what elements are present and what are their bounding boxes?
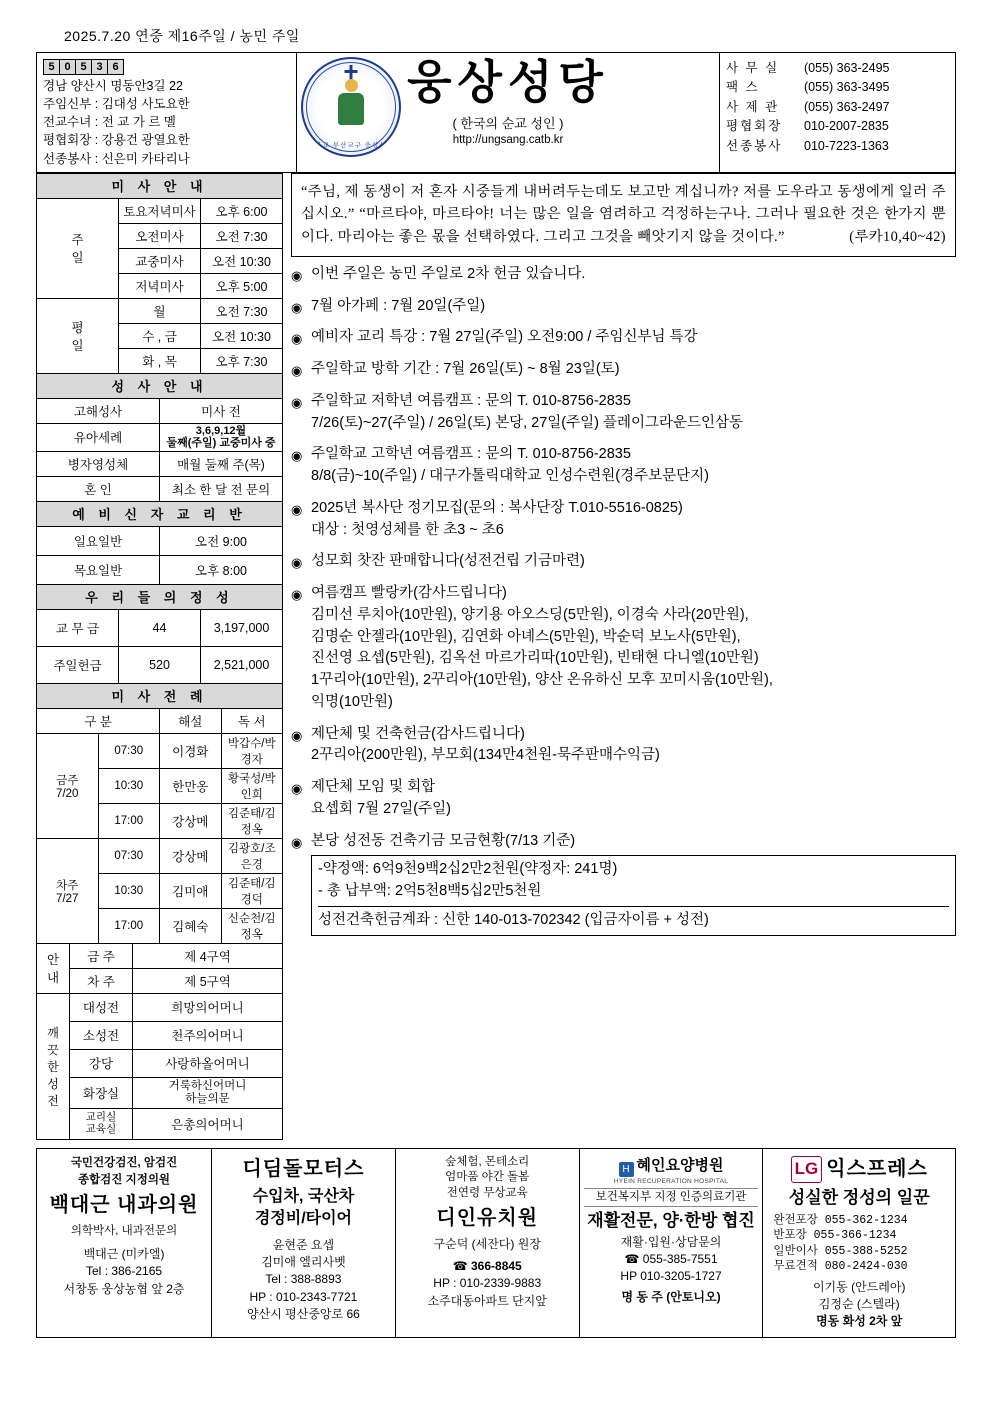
gospel-quote (291, 173, 956, 257)
contact-label-0: 사 무 실 (726, 61, 780, 75)
sacrament-name-1: 유아세례 (37, 423, 160, 451)
liturgy-reader1-0-2: 강상메 (160, 803, 222, 838)
header-right (720, 53, 956, 173)
cleaning-name-2: 강당 (70, 1049, 133, 1077)
notice-line: 김명순 안젤라(10만원), 김연화 아녜스(5만원), 박순덕 보노사(5만원), (311, 628, 741, 645)
guide-label: 안 내 (37, 943, 70, 993)
fund-line-1: - 총 납부액: 2억5천8백5십2만5천원 (318, 883, 542, 900)
list-item (291, 327, 956, 349)
mass-sunday-label: 주 일 (37, 198, 119, 298)
bullet-icon: ◉ (291, 267, 303, 283)
offering-name-0: 교 무 금 (37, 609, 119, 646)
contact-value-2: (055) 363-2497 (804, 99, 890, 114)
fund-account: 성전건축헌금계좌 : 신한 140-013-702342 (입금자이름 + 성전) (318, 906, 949, 932)
notice-line: 주일학교 방학 기간 : 7월 26일(토) ~ 8월 23일(토) (311, 361, 620, 378)
list-item (291, 498, 956, 542)
guide-name-0: 금 주 (70, 943, 133, 968)
offering-amount-1: 2,521,000 (201, 646, 283, 683)
liturgy-reader1-0-0: 이경화 (160, 733, 222, 768)
catechumen-value-1: 오후 8:00 (160, 555, 283, 584)
liturgy-reader2-1-2: 신순천/김정옥 (221, 908, 283, 943)
mass-weekday-time-1: 오전 10:30 (201, 323, 283, 348)
cleaning-label: 깨 끗 한 성 전 (37, 993, 70, 1139)
notice-line: 2꾸리아(200만원), 부모회(134만4천원-묵주판매수익금) (311, 747, 660, 764)
notice-line: 성모회 찻잔 판매합니다(성전건립 기금마련) (311, 553, 585, 570)
sponsor-0-sub: 의학박사, 내과전문의 (70, 1225, 178, 1238)
notice-line: 1꾸리아(10만원), 2꾸리아(10만원), 양산 온유하신 모후 꼬미시움(10만원), (311, 672, 773, 689)
zip-digit-2: 0 (59, 59, 76, 75)
list-item (291, 551, 956, 573)
bullet-icon: ◉ (291, 331, 303, 347)
notice-line: 여름캠프 빨랑카(감사드립니다) (311, 585, 507, 602)
sponsor-0-top: 국민건강검진, 암검진 종합검진 지정의원 (70, 1156, 178, 1186)
bullet-icon: ◉ (291, 299, 303, 315)
sponsor-2-name: 디인유치원 (436, 1207, 539, 1230)
sponsor-4-rate-1: 반포장 055-366-1234 (773, 1229, 897, 1243)
liturgy-time-1-2: 17:00 (98, 908, 160, 943)
contact-value-3: 010-2007-2835 (804, 119, 889, 134)
right-column (283, 173, 956, 1140)
header-center (297, 53, 720, 173)
church-emblem-icon (301, 57, 401, 157)
sponsor-1-hp: HP : 010-2343-7721 (249, 1289, 358, 1304)
sponsor-3-logo-en: HYEIN RECUPERATION HOSPITAL (613, 1177, 729, 1185)
sponsor-4-addr: 명동 화성 2차 앞 (816, 1314, 903, 1329)
hospital-logo (584, 1155, 759, 1177)
contact-label-4: 선종봉사 (726, 138, 783, 153)
bullet-icon: ◉ (291, 587, 303, 603)
sponsor-3-logo: 혜인요양병원 (636, 1156, 724, 1174)
bullet-icon: ◉ (291, 394, 303, 410)
mass-weekday-label: 평 일 (37, 298, 119, 373)
cleaning-value-3: 거룩하신어머니 하늘의문 (133, 1077, 283, 1108)
cleaning-name-1: 소성전 (70, 1021, 133, 1049)
liturgy-time-0-1: 10:30 (98, 768, 160, 803)
staff-row-0: 주임신부 : 김대성 사도요한 (43, 97, 190, 112)
liturgy-week-0: 금주 7/20 (37, 733, 99, 838)
guide-value-1: 제 5구역 (133, 968, 283, 993)
catechumen-value-0: 오전 9:00 (160, 526, 283, 555)
notice-line: 제단체 및 건축헌금(감사드립니다) (311, 725, 525, 742)
sponsor-1-name: 디딤돌모터스 (242, 1157, 365, 1180)
emblem-arc-text: 천주교 부산교구 웅상성당 (308, 142, 394, 149)
staff-label-1: 전교수녀 (43, 115, 92, 130)
staff-row-2: 평협회장 : 강용건 광열요한 (43, 133, 190, 148)
mass-sunday-name-0: 토요저녁미사 (119, 198, 201, 223)
notice-line: 진선영 요셉(5만원), 김옥선 마르가리따(10만원), 빈태현 다니엘(10만원) (311, 650, 759, 667)
sponsor-4-rate-3: 무료견적 080-2424-030 (773, 1260, 908, 1274)
bullet-icon: ◉ (291, 727, 303, 743)
staff-row-1: 전교수녀 : 전 교 가 르 멜 (43, 115, 177, 130)
sacrament-value-1: 3,6,9,12월 둘째(주일) 교중미사 중 (160, 423, 283, 451)
church-address: 경남 양산시 명동안3길 22 (43, 79, 183, 93)
offering-table (36, 584, 283, 684)
mass-sunday-name-3: 저녁미사 (119, 273, 201, 298)
list-item (291, 264, 956, 286)
sponsor-3-hp: HP 010-3205-1727 (620, 1269, 722, 1284)
catechumen-section-title: 예 비 신 자 교 리 반 (37, 501, 283, 526)
liturgy-reader1-0-1: 한만옹 (160, 768, 222, 803)
sponsor-4-person: 이기동 (안드레아) 김정순 (스텔라) (812, 1279, 906, 1311)
liturgy-week-1: 차주 7/27 (37, 838, 99, 943)
contact-row-2 (726, 98, 951, 117)
list-item-fund (291, 831, 956, 936)
cleaning-name-4: 교리실 교육실 (70, 1108, 133, 1139)
staff-value-3: 신은미 카타리나 (101, 151, 190, 166)
bullet-icon: ◉ (291, 834, 303, 850)
header-left (37, 53, 297, 173)
liturgy-reader1-1-1: 김미애 (160, 873, 222, 908)
fund-title: 본당 성전동 건축기금 모금현황(7/13 기준) (311, 832, 576, 849)
mass-weekday-time-0: 오전 7:30 (201, 298, 283, 323)
mass-weekday-name-0: 월 (119, 298, 201, 323)
sacrament-section-title: 성 사 안 내 (37, 373, 283, 398)
notice-line: 요셉회 7월 27일(주일) (311, 800, 451, 817)
sponsor-table (36, 1148, 956, 1338)
contact-value-0: (055) 363-2495 (804, 61, 890, 75)
sponsor-2-top: 숲체험, 몬테소리 엄마품 야간 돌봄 전연령 무상교육 (445, 1155, 530, 1199)
list-item (291, 359, 956, 381)
gospel-reference: (루카10,40~42) (849, 229, 946, 246)
offering-count-1: 520 (119, 646, 201, 683)
church-name: 웅상성당 (407, 57, 609, 108)
cleaning-table (36, 993, 283, 1140)
mass-sunday-name-2: 교중미사 (119, 248, 201, 273)
sponsor-1-tel: Tel : 388-8893 (265, 1272, 342, 1287)
hospital-logo-icon: H (619, 1162, 634, 1177)
zip-digit-1: 5 (43, 59, 60, 75)
list-item (291, 724, 956, 768)
staff-value-0: 김대성 사도요한 (101, 97, 190, 112)
liturgy-reader2-1-1: 김준태/김경덕 (221, 873, 283, 908)
liturgy-reader2-0-0: 박갑수/박경자 (221, 733, 283, 768)
gospel-text: “주님, 제 동생이 저 혼자 시중들게 내버려두는데도 보고만 계십니까? 저를 도우라고 동생에게 일러 주십시오.” “마르타야, 마르타야! 너는 많은 일을 염려하고 걱정하는구나. 그러나 필요한 것은 한가지 뿐이다. 마리아는 좋은 몫을 선택하였다. 그리고 그것을 빼앗기지 않을 것이다.” (301, 183, 946, 246)
notice-line: 예비자 교리 특강 : 7월 27일(주일) 오전9:00 / 주임신부님 특강 (311, 329, 698, 346)
catechumen-name-0: 일요일반 (37, 526, 160, 555)
sacrament-name-2: 병자영성체 (37, 451, 160, 476)
liturgy-reader2-1-0: 김광호/조은경 (221, 838, 283, 873)
church-url: http://ungsang.catb.kr (452, 134, 564, 146)
bullet-icon: ◉ (291, 363, 303, 379)
zip-digit-5: 6 (107, 59, 124, 75)
liturgy-reader1-1-0: 강상메 (160, 838, 222, 873)
staff-row-3: 선종봉사 : 신은미 카타리나 (43, 151, 190, 166)
contact-value-1: (055) 363-3495 (804, 80, 890, 95)
contact-row-3 (726, 117, 951, 136)
notice-line: 김미선 루치아(10만원), 양기용 아오스딩(5만원), 이경숙 사라(20만원), (311, 606, 749, 623)
sponsor-1-addr: 양산시 평산중앙로 66 (247, 1307, 360, 1322)
sponsor-3-sub: 재활·입원·상담문의 (620, 1234, 722, 1249)
mass-weekday-name-1: 수 , 금 (119, 323, 201, 348)
bullet-icon: ◉ (291, 555, 303, 571)
sponsor-4-name: 익스프레스 (826, 1157, 928, 1180)
notice-line: 대상 : 첫영성체를 한 초3 ~ 초6 (311, 521, 504, 538)
sponsor-2-addr: 소주대동아파트 단지앞 (427, 1293, 547, 1308)
liturgy-table (36, 683, 283, 944)
sponsor-4-rate-0: 완전포장 055-362-1234 (773, 1213, 908, 1227)
contact-value-4: 010-7223-1363 (804, 138, 889, 153)
guide-table (36, 943, 283, 994)
sacrament-name-0: 고해성사 (37, 398, 160, 423)
cleaning-value-0: 희망의어머니 (133, 993, 283, 1021)
bullet-icon: ◉ (291, 781, 303, 797)
sponsor-2 (395, 1148, 579, 1337)
sponsor-2-hp: HP : 010-2339-9883 (433, 1276, 542, 1291)
contact-row-0 (726, 59, 951, 78)
notice-line: 이번 주일은 농민 주일로 2차 헌금 있습니다. (311, 265, 586, 282)
sponsor-0-name: 백대근 내과의원 (49, 1194, 199, 1217)
sponsor-0-tel: Tel : 386-2165 (85, 1264, 163, 1279)
liturgy-section-title: 미 사 전 례 (37, 683, 283, 708)
sponsor-4-sub: 성실한 정성의 일꾼 (788, 1187, 930, 1207)
sponsor-0-addr: 서창동 웅상농협 앞 2층 (63, 1281, 185, 1296)
cleaning-value-4: 은총의어머니 (133, 1108, 283, 1139)
sponsor-3-top: 보건복지부 지정 인증의료기관 (584, 1188, 759, 1207)
zip-code (43, 59, 123, 75)
fund-box (311, 855, 956, 935)
mass-weekday-time-2: 오후 7:30 (201, 348, 283, 373)
sacrament-value-0: 미사 전 (160, 398, 283, 423)
sponsor-1 (212, 1148, 396, 1337)
guide-name-1: 차 주 (70, 968, 133, 993)
lg-logo-icon: LG (791, 1156, 823, 1183)
fund-line-0: -약정액: 6억9천9백2십2만2천원(약정자: 241명) (318, 861, 618, 878)
cleaning-value-2: 사랑하올어머니 (133, 1049, 283, 1077)
church-subtitle: ( 한국의 순교 성인 ) (452, 116, 564, 131)
liturgy-col-1: 해설 (160, 708, 222, 733)
sponsor-0-person: 백대근 (미카엘) (83, 1246, 165, 1261)
liturgy-time-1-0: 07:30 (98, 838, 160, 873)
liturgy-col-2: 독 서 (221, 708, 283, 733)
offering-count-0: 44 (119, 609, 201, 646)
notice-line: 2025년 복사단 정기모집(문의 : 복사단장 T.010-5516-0825) (311, 499, 683, 516)
notice-line: 익명(10만원) (311, 693, 393, 710)
liturgy-reader2-0-2: 김준태/김정옥 (221, 803, 283, 838)
offering-name-1: 주일헌금 (37, 646, 119, 683)
sacrament-value-2: 매월 둘째 주(목) (160, 451, 283, 476)
top-date: 2025.7.20 연중 제16주일 / 농민 주일 (64, 28, 300, 44)
staff-label-2: 평협회장 (43, 133, 92, 148)
notice-list (291, 264, 956, 936)
staff-label-3: 선종봉사 (43, 151, 92, 166)
offering-section-title: 우 리 들 의 정 성 (37, 584, 283, 609)
sponsor-2-tel: ☎ 366-8845 (452, 1258, 522, 1273)
staff-value-2: 강용건 광열요한 (101, 133, 190, 148)
sponsor-3-name: 재활전문, 양·한방 협진 (587, 1211, 755, 1230)
mass-section-title: 미 사 안 내 (37, 173, 283, 198)
notice-line: 7월 아가페 : 7월 20일(주일) (311, 297, 486, 314)
notice-line: 주일학교 고학년 여름캠프 : 문의 T. 010-8756-2835 (311, 446, 631, 463)
sponsor-0 (37, 1148, 212, 1337)
sponsor-1-sub: 수입차, 국산차 경정비/타이어 (252, 1187, 355, 1228)
mass-sunday-time-0: 오후 6:00 (201, 198, 283, 223)
guide-value-0: 제 4구역 (133, 943, 283, 968)
contact-row-4 (726, 137, 951, 156)
staff-value-1: 전 교 가 르 멜 (101, 115, 177, 130)
catechumen-name-1: 목요일반 (37, 555, 160, 584)
sponsor-3-person: 명 동 주 (안토니오) (621, 1289, 721, 1304)
list-item (291, 296, 956, 318)
notice-line: 7/26(토)~27(주일) / 26일(토) 본당, 27일(주일) 플레이그라운드인삼동 (311, 414, 744, 431)
liturgy-col-0: 구 분 (37, 708, 160, 733)
zip-digit-3: 5 (75, 59, 92, 75)
liturgy-time-1-1: 10:30 (98, 873, 160, 908)
mass-schedule-table (36, 173, 283, 374)
sacrament-name-3: 혼 인 (37, 476, 160, 501)
bullet-icon: ◉ (291, 448, 303, 464)
notice-line: 제단체 모임 및 회합 (311, 779, 436, 796)
catechumen-table (36, 501, 283, 585)
header-table (36, 52, 956, 173)
contact-label-1: 팩 스 (726, 80, 760, 95)
cleaning-value-1: 천주의어머니 (133, 1021, 283, 1049)
sponsor-3 (579, 1148, 763, 1337)
mass-sunday-name-1: 오전미사 (119, 223, 201, 248)
sacrament-table (36, 373, 283, 502)
contact-label-2: 사 제 관 (726, 99, 780, 114)
cleaning-name-0: 대성전 (70, 993, 133, 1021)
list-item (291, 583, 956, 714)
contact-label-3: 평협회장 (726, 119, 783, 134)
lg-logo (767, 1155, 951, 1184)
list-item (291, 777, 956, 821)
mass-weekday-name-2: 화 , 목 (119, 348, 201, 373)
sponsor-1-person: 윤현준 요셉 김미애 엘리사벳 (261, 1237, 346, 1270)
liturgy-time-0-2: 17:00 (98, 803, 160, 838)
sacrament-value-3: 최소 한 달 전 문의 (160, 476, 283, 501)
sponsor-2-person: 구순덕 (세잔다) 원장 (433, 1237, 541, 1252)
liturgy-time-0-0: 07:30 (98, 733, 160, 768)
notice-line: 8/8(금)~10(주일) / 대구가톨릭대학교 인성수련원(경주보문단지) (311, 468, 709, 485)
liturgy-reader1-1-2: 김혜숙 (160, 908, 222, 943)
sponsor-4 (763, 1148, 956, 1337)
notice-line: 주일학교 저학년 여름캠프 : 문의 T. 010-8756-2835 (311, 392, 631, 409)
mass-sunday-time-2: 오전 10:30 (201, 248, 283, 273)
offering-amount-0: 3,197,000 (201, 609, 283, 646)
bullet-icon: ◉ (291, 501, 303, 517)
cleaning-name-3: 화장실 (70, 1077, 133, 1108)
contact-row-1 (726, 78, 951, 97)
left-column (36, 173, 283, 1140)
mass-sunday-time-3: 오후 5:00 (201, 273, 283, 298)
sponsor-4-rate-2: 일반이사 055-388-5252 (773, 1244, 908, 1258)
staff-label-0: 주임신부 (43, 97, 92, 112)
list-item (291, 391, 956, 435)
liturgy-reader2-0-1: 황국성/박인희 (221, 768, 283, 803)
sponsor-4-rates (767, 1213, 951, 1275)
mass-sunday-time-1: 오전 7:30 (201, 223, 283, 248)
zip-digit-4: 3 (91, 59, 108, 75)
list-item (291, 444, 956, 488)
sponsor-3-tel: ☎ 055-385-7551 (624, 1252, 718, 1267)
